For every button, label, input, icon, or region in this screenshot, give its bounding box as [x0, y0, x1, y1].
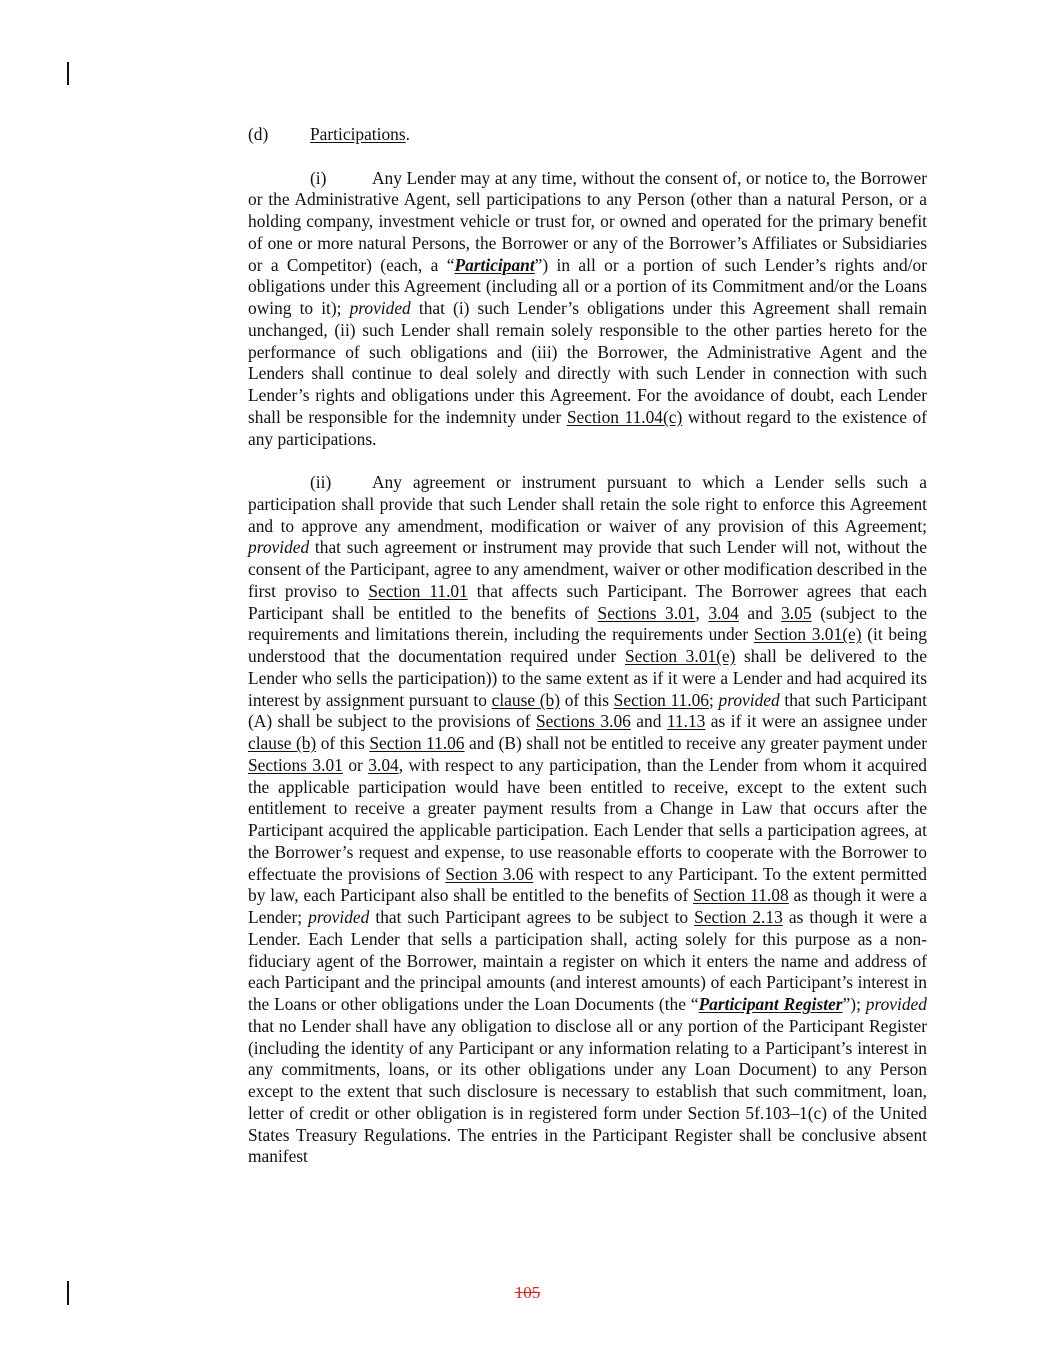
ref-section-3-01e[interactable]: Section 3.01(e) — [753, 624, 862, 645]
text: with respect to any Participant. To the extent permitted by law, each Participant also shall be entitled to the benefits of — [248, 863, 928, 906]
provided-italic: provided — [349, 298, 411, 318]
text: ; — [709, 689, 719, 710]
text: that (i) such Lender’s obligations under this Agreement shall remain unchanged, (ii) such Lender shall remain solely responsible to the other parties hereto for the performance of such obligations and (iii) the Borrower, the Administrative Agent and the Lenders shall continue to deal solely and directly with such Lender in connection with such Lender’s rights and obligations under this Agreement. For the avoidance of doubt, each Lender shall be responsible for the indemnity under — [248, 298, 927, 427]
ref-section-3-01e[interactable]: Section 3.01(e) — [624, 646, 736, 666]
text: that no Lender shall have any obligation to disclose all or any portion of the Participant Register (including the identity of any Participant or any information relating to a Participant’s interest in any commitments, loans, or its other obligations under any Loan Document) to any Person except to the extent that such disclosure is necessary to establish that such commitment, loan, letter of credit or other obligation is in registered form under Section 5f.103–1(c) of the United States Treasury Regulations. The entries in the Participant Register shall be conclusive absent manifest — [248, 1015, 927, 1167]
text: that affects such Participant. The Borrower agrees that each Participant shall be entitled to the benefits of — [248, 580, 927, 623]
paragraph-i — [248, 168, 927, 451]
section-title: Participations — [310, 124, 406, 144]
text: of this — [560, 689, 614, 710]
provided-italic: provided — [308, 907, 370, 927]
paragraph-ii-label: (ii) — [310, 472, 332, 492]
text: and (B) shall not be entitled to receive any greater payment under — [464, 733, 928, 753]
provided-italic: provided — [865, 994, 927, 1014]
ref-section-11-08[interactable]: Section 11.08 — [693, 885, 789, 906]
provided-italic: provided — [248, 537, 310, 558]
text: that such Participant agrees to be subject to — [369, 907, 695, 927]
section-heading — [248, 124, 927, 146]
ref-sections-3-06[interactable]: Sections 3.06 — [536, 711, 631, 732]
text: , — [695, 602, 709, 623]
text: that such Participant (A) shall be subject to the provisions of — [248, 689, 928, 732]
text: as if it were an assignee under — [705, 711, 927, 732]
ref-clause-b[interactable]: clause (b) — [248, 733, 317, 753]
text: as though it were a Lender; — [248, 885, 928, 927]
text: as though it were a Lender. Each Lender that sells a participation shall, acting solely for this purpose as a non-fiduciary agent of the Borrower, maintain a register on which it enters the name and address of each Participant and the principal amounts (and interest amounts) of each Participant’s interest in the Loans or other obligations under the Loan Documents (the “ — [248, 907, 928, 1014]
text: shall be delivered to the Lender who sells the participation)) to the same extent as if it were a Lender and had acquired its interest by assignment pursuant to — [248, 646, 928, 710]
page-number: 105 — [514, 1283, 541, 1302]
text: of this — [316, 733, 370, 753]
ref-sections-3-01[interactable]: Sections 3.01 — [248, 754, 343, 775]
ref-section-11-06[interactable]: Section 11.06 — [613, 689, 709, 710]
text: Any Lender may at any time, without the consent of, or notice to, the Borrower or the Administrative Agent, sell participations to any Person (other than a natural Person, or a holding company, investment vehicle or trust for, or owned and operated for the primary benefit of one or more natural Persons, the Borrower or any of the Borrower’s Affiliates or Subsidiaries or a Competitor) (each, a “ — [248, 167, 927, 275]
text: ”); — [842, 994, 866, 1014]
ref-sections-3-01[interactable]: Sections 3.01 — [597, 602, 696, 623]
text: that such agreement or instrument may provide that such Lender will not, without the consent of the Participant, agree to any amendment, waiver or other modification described in the first proviso to — [248, 537, 927, 601]
text: without regard to the existence of any participations. — [248, 406, 928, 449]
text: and — [630, 711, 667, 732]
ref-3-04[interactable]: 3.04 — [708, 602, 739, 623]
text: (it being understood that the documentation required under — [248, 624, 928, 666]
ref-clause-b[interactable]: clause (b) — [491, 689, 561, 710]
text: or — [342, 754, 369, 775]
document-body — [248, 124, 927, 1190]
section-label: (d) — [248, 124, 269, 144]
ref-section-2-13[interactable]: Section 2.13 — [694, 907, 783, 927]
ref-3-05[interactable]: 3.05 — [781, 602, 812, 623]
text: and — [738, 602, 782, 623]
defined-term-participant: Participant — [454, 254, 535, 275]
ref-section-11-01[interactable]: Section 11.01 — [368, 580, 468, 601]
ref-3-04[interactable]: 3.04 — [368, 754, 399, 775]
text: (subject to the requirements and limitations therein, including the requirements under — [248, 602, 928, 645]
text: , with respect to any participation, than the Lender from whom it acquired the applicable participation would have been entitled to receive, except to the extent such entitlement to receive a greater payment results from a Change in Law that occurs after the Participant acquired the applicable participation. Each Lender that sells a participation agrees, at the Borrower’s request and expense, to use reasonable efforts to cooperate with the Borrower to effectuate the provisions of — [248, 754, 927, 884]
change-bar-top — [67, 62, 69, 85]
paragraph-i-label: (i) — [310, 167, 327, 188]
defined-term-participant-register: Participant Register — [698, 994, 843, 1014]
paragraph-ii — [248, 472, 927, 1168]
ref-11-13[interactable]: 11.13 — [666, 711, 706, 732]
ref-section-11-04c[interactable]: Section 11.04(c) — [566, 406, 683, 427]
provided-italic: provided — [718, 689, 780, 710]
text: Any agreement or instrument pursuant to which a Lender sells such a participation shall provide that such Lender shall retain the sole right to enforce this Agreement and to approve any amendment, modification or waiver of any provision of this Agreement; — [248, 472, 927, 536]
text: ”) in all or a portion of such Lender’s rights and/or obligations under this Agreement (including all or a portion of its Commitment and/or the Loans owing to it); — [248, 254, 927, 318]
section-title-punct: . — [405, 124, 410, 144]
ref-section-11-06[interactable]: Section 11.06 — [369, 733, 465, 753]
ref-section-3-06[interactable]: Section 3.06 — [445, 863, 534, 884]
